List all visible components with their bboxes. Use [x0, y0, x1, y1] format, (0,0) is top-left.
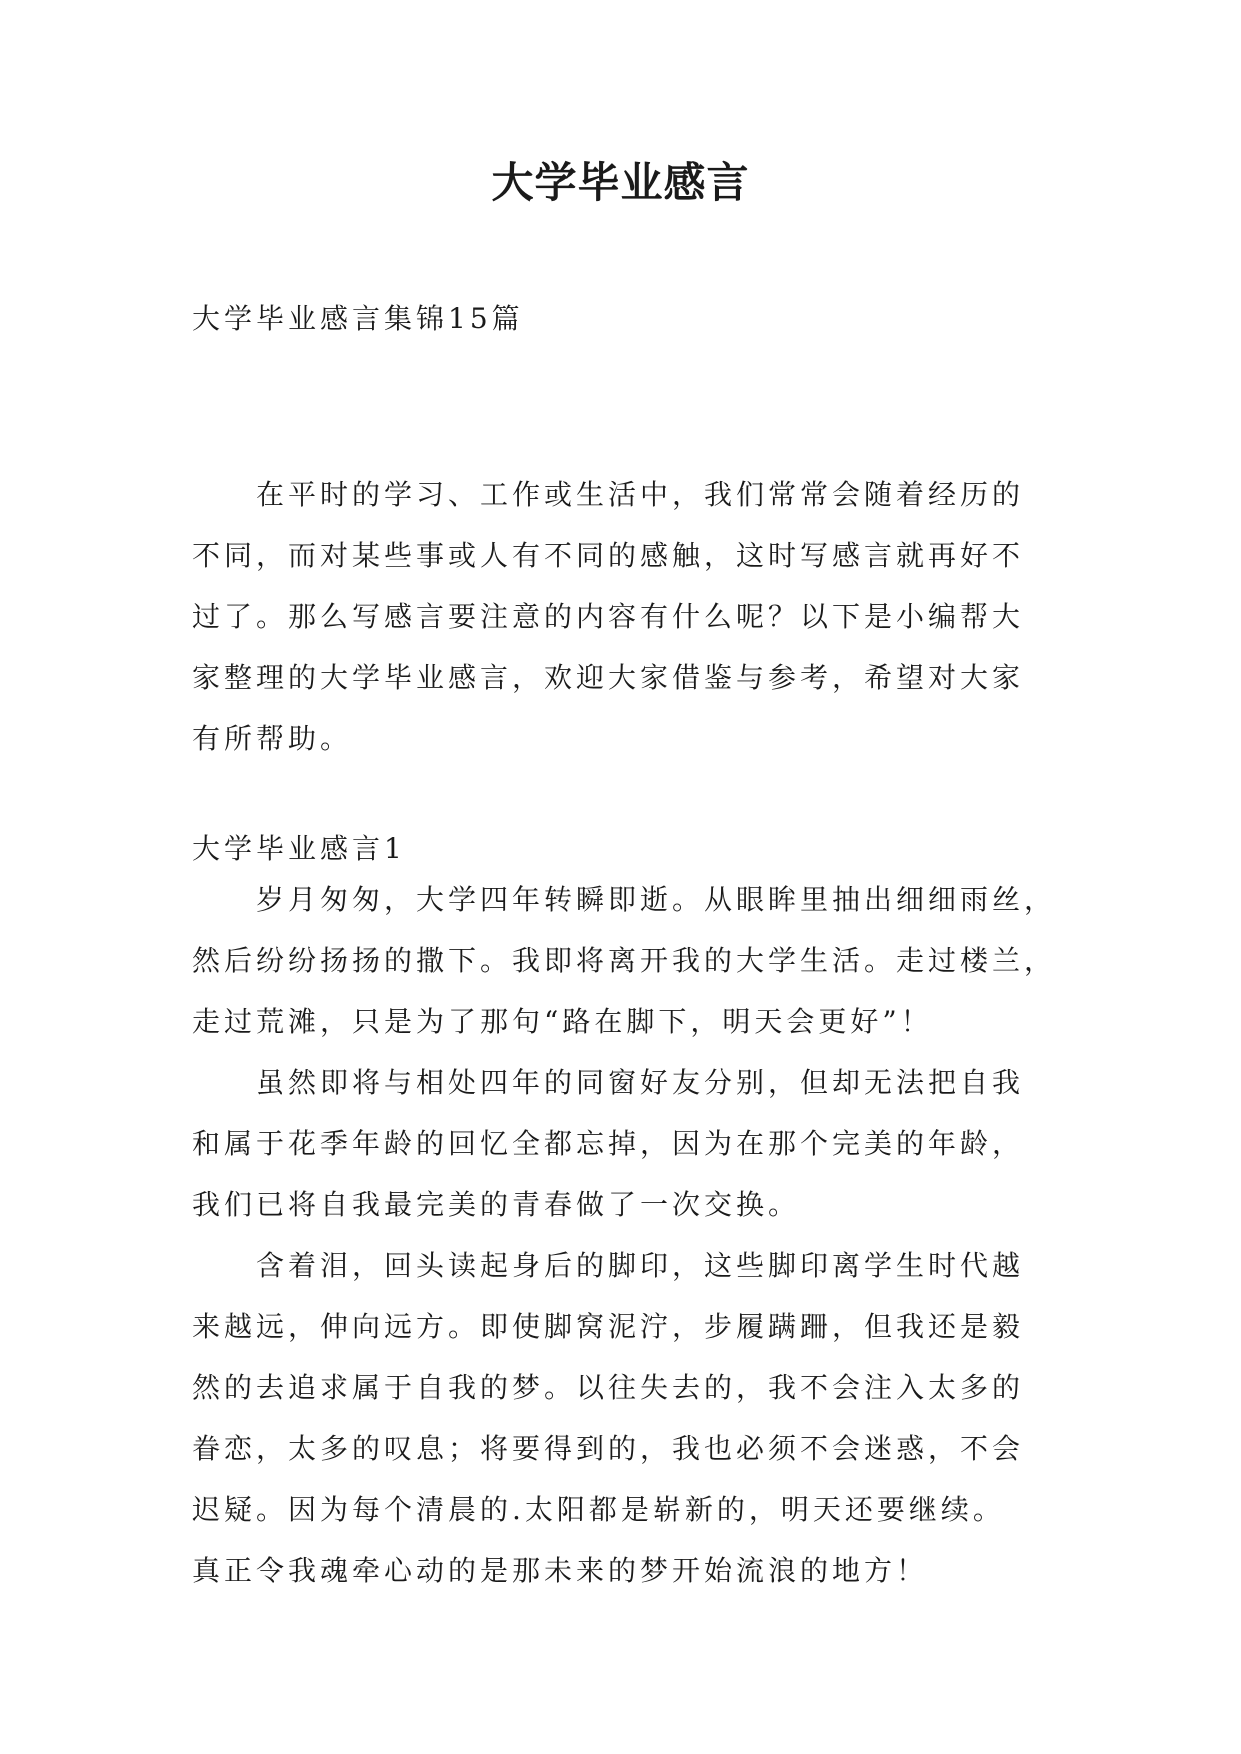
section-heading: 大学毕业感言1 [192, 832, 406, 865]
paragraph-line: 眷恋，太多的叹息；将要得到的，我也必须不会迷惑，不会 [192, 1432, 1025, 1465]
paragraph-3 [192, 1235, 1062, 1601]
paragraph-line: 然后纷纷扬扬的撒下。我即将离开我的大学生活。走过楼兰， [192, 944, 1057, 977]
paragraph-line: 走过荒滩，只是为了那句“路在脚下，明天会更好”！ [192, 1005, 933, 1038]
intro-line: 有所帮助。 [192, 722, 353, 755]
paragraph-line: 真正令我魂牵心动的是那未来的梦开始流浪的地方！ [192, 1554, 929, 1587]
intro-line: 在平时的学习、工作或生活中，我们常常会随着经历的 [256, 478, 1025, 511]
paragraph-line: 然的去追求属于自我的梦。以往失去的，我不会注入太多的 [192, 1371, 1025, 1404]
paragraph-line: 迟疑。因为每个清晨的.太阳都是崭新的，明天还要继续。 [192, 1493, 1005, 1526]
paragraph-line: 来越远，伸向远方。即使脚窝泥泞，步履蹒跚，但我还是毅 [192, 1310, 1025, 1343]
paragraph-line: 含着泪，回头读起身后的脚印，这些脚印离学生时代越 [256, 1249, 1025, 1282]
intro-line: 家整理的大学毕业感言，欢迎大家借鉴与参考，希望对大家 [192, 661, 1025, 694]
document-title: 大学毕业感言 [491, 158, 750, 207]
intro-line: 不同，而对某些事或人有不同的感触，这时写感言就再好不 [192, 539, 1025, 572]
paragraph-1 [192, 869, 1062, 1052]
intro-paragraph [192, 464, 1062, 769]
paragraph-line: 岁月匆匆，大学四年转瞬即逝。从眼眸里抽出细细雨丝， [256, 883, 1057, 916]
document-subtitle: 大学毕业感言集锦15篇 [192, 302, 524, 335]
paragraph-line: 虽然即将与相处四年的同窗好友分别，但却无法把自我 [256, 1066, 1025, 1099]
paragraph-line: 和属于花季年龄的回忆全都忘掉，因为在那个完美的年龄， [192, 1127, 1025, 1160]
paragraph-2 [192, 1052, 1062, 1235]
intro-line: 过了。那么写感言要注意的内容有什么呢？以下是小编帮大 [192, 600, 1025, 633]
paragraph-line: 我们已将自我最完美的青春做了一次交换。 [192, 1188, 801, 1221]
